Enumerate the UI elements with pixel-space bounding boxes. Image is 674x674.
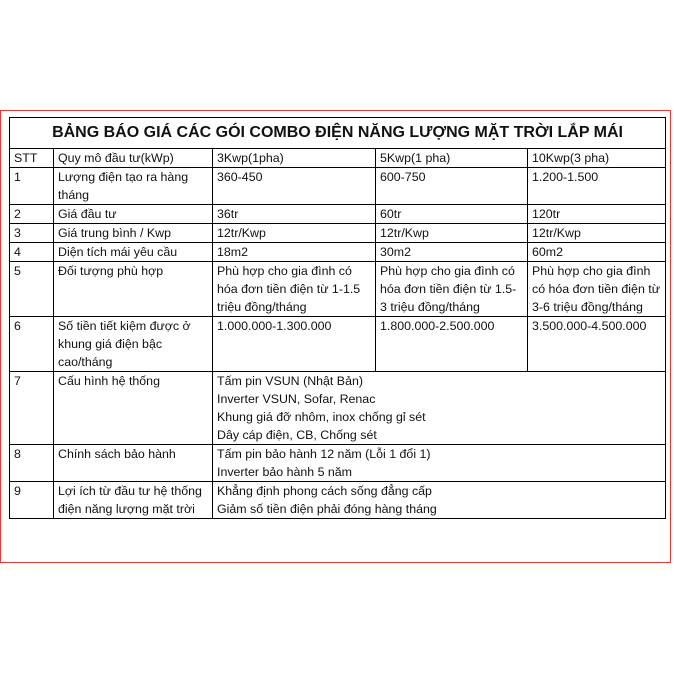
row-value-5kwp: 1.800.000-2.500.000 (376, 317, 528, 372)
row-value-10kwp: 3.500.000-4.500.000 (528, 317, 666, 372)
table-row (10, 168, 666, 205)
row-stt: 7 (10, 372, 54, 445)
table-title: BẢNG BÁO GIÁ CÁC GÓI COMBO ĐIỆN NĂNG LƯỢNG MẶT TRỜI LẮP MÁI (10, 118, 666, 149)
table-row (10, 372, 666, 445)
row-value-3kwp: 18m2 (213, 243, 376, 262)
table-row (10, 205, 666, 224)
row-value-3kwp: 360-450 (213, 168, 376, 205)
row-label: Đối tượng phù hợp (54, 262, 213, 317)
row-value-5kwp: Phù hợp cho gia đình có hóa đơn tiền điện từ 1.5-3 triệu đồng/tháng (376, 262, 528, 317)
row-stt: 3 (10, 224, 54, 243)
row-value-5kwp: 600-750 (376, 168, 528, 205)
row-label: Giá trung bình / Kwp (54, 224, 213, 243)
config-line: Dây cáp điện, CB, Chống sét (217, 428, 377, 442)
table-row (10, 262, 666, 317)
row-value-10kwp: 1.200-1.500 (528, 168, 666, 205)
row-label: Giá đầu tư (54, 205, 213, 224)
benefit-line: Khẳng định phong cách sống đẳng cấp (217, 484, 432, 498)
header-scale: Quy mô đầu tư(kWp) (54, 149, 213, 168)
row-label: Số tiền tiết kiệm được ở khung giá điện bậc cao/tháng (54, 317, 213, 372)
row-label: Lợi ích từ đầu tư hệ thống điện năng lượng mặt trời (54, 482, 213, 519)
row-value-10kwp: 120tr (528, 205, 666, 224)
row-stt: 5 (10, 262, 54, 317)
system-config-cell (213, 372, 666, 445)
table-row (10, 243, 666, 262)
row-stt: 1 (10, 168, 54, 205)
row-stt: 2 (10, 205, 54, 224)
benefits-cell (213, 482, 666, 519)
table-row (10, 317, 666, 372)
header-package-10kwp: 10Kwp(3 pha) (528, 149, 666, 168)
row-value-10kwp: Phù hợp cho gia đình có hóa đơn tiền điện từ 3-6 triệu đồng/tháng (528, 262, 666, 317)
row-value-10kwp: 12tr/Kwp (528, 224, 666, 243)
row-value-5kwp: 60tr (376, 205, 528, 224)
table-row (10, 224, 666, 243)
warranty-cell (213, 445, 666, 482)
title-row (10, 118, 666, 149)
warranty-line: Tấm pin bảo hành 12 năm (Lỗi 1 đổi 1) (217, 447, 431, 461)
row-label: Diện tích mái yêu cầu (54, 243, 213, 262)
header-package-5kwp: 5Kwp(1 pha) (376, 149, 528, 168)
config-line: Inverter VSUN, Sofar, Renac (217, 392, 376, 406)
row-label: Lượng điện tạo ra hàng tháng (54, 168, 213, 205)
row-stt: 8 (10, 445, 54, 482)
row-stt: 9 (10, 482, 54, 519)
price-table (9, 117, 666, 519)
row-value-10kwp: 60m2 (528, 243, 666, 262)
row-label: Chính sách bảo hành (54, 445, 213, 482)
row-value-5kwp: 30m2 (376, 243, 528, 262)
row-value-5kwp: 12tr/Kwp (376, 224, 528, 243)
table-row (10, 482, 666, 519)
header-package-3kwp: 3Kwp(1pha) (213, 149, 376, 168)
header-stt: STT (10, 149, 54, 168)
table-row (10, 445, 666, 482)
row-value-3kwp: 12tr/Kwp (213, 224, 376, 243)
row-value-3kwp: Phù hợp cho gia đình có hóa đơn tiền điện từ 1-1.5 triệu đồng/tháng (213, 262, 376, 317)
row-value-3kwp: 1.000.000-1.300.000 (213, 317, 376, 372)
header-row (10, 149, 666, 168)
warranty-line: Inverter bảo hành 5 năm (217, 465, 353, 479)
row-stt: 6 (10, 317, 54, 372)
config-line: Khung giá đỡ nhôm, inox chống gỉ sét (217, 410, 426, 424)
row-value-3kwp: 36tr (213, 205, 376, 224)
config-line: Tấm pin VSUN (Nhật Bản) (217, 374, 363, 388)
benefit-line: Giảm số tiền điện phải đóng hàng tháng (217, 502, 437, 516)
row-stt: 4 (10, 243, 54, 262)
row-label: Cấu hình hệ thống (54, 372, 213, 445)
